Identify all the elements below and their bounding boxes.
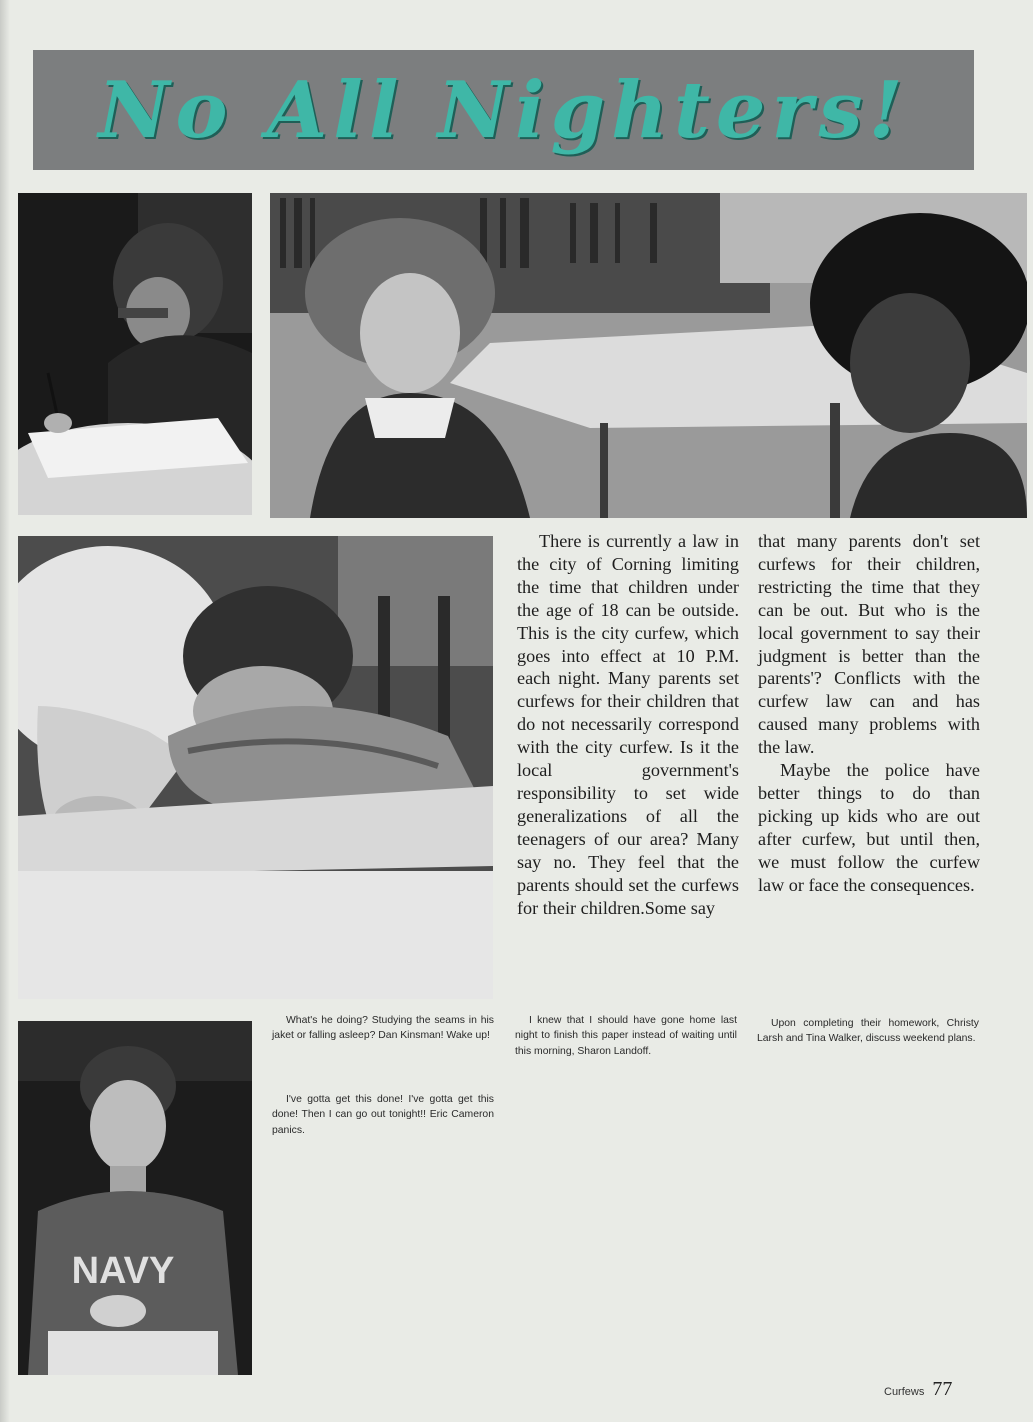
shirt-text: NAVY (71, 1250, 175, 1292)
caption-navy-photo: I've gotta get this done! I've gotta get this done! Then I can go out tonight!! Eric Cameron panics. (272, 1094, 494, 1136)
page-number: 77 (932, 1378, 953, 1400)
caption-sleeping-photo: What's he doing? Studying the seams in his jaket or falling asleep? Dan Kinsman! Wake up! (272, 1015, 494, 1042)
article-paragraph: that many parents don't set curfews for their children, restricting the time that they can be out. But who is the local government to say their judgment is better than the parents'? Conflicts with the curfew law can and has caused many problems with the law. (758, 531, 980, 758)
page-edge (0, 0, 10, 1422)
section-name: Curfews (884, 1386, 925, 1398)
article-column-2 (758, 530, 980, 897)
article-column-1 (517, 530, 739, 919)
title-banner (33, 50, 974, 170)
caption-table-photo: Upon completing their homework, Christy Larsh and Tina Walker, discuss weekend plans. (757, 1018, 979, 1045)
article-paragraph: There is currently a law in the city of Corning limiting the time that children under the age of 18 can be outside. This is the city curfew, which goes into effect at 10 P.M. each night. Many parents set curfews for their children that do not necessarily correspond with the city curfew. Is it the local government's responsibility to set wide generalizations of all the teenagers of our area? Many say no. They feel that the parents should set the curfews for their children.Some say (517, 531, 739, 918)
photo-student-writing (18, 193, 252, 515)
page-title: No All Nighters! (98, 64, 909, 156)
photo-girls-at-table (270, 193, 1027, 518)
article-paragraph: Maybe the police have better things to do than picking up kids who are out after curfew, but until then, we must follow the curfew law or face the consequences. (758, 760, 980, 895)
caption-writing-photo: I knew that I should have gone home last night to finish this paper instead of waiting until this morning, Sharon Landoff. (515, 1015, 737, 1057)
photo-student-sleeping (18, 536, 493, 999)
photo-boy-navy-shirt (18, 1021, 252, 1375)
page-folio (884, 1378, 952, 1401)
